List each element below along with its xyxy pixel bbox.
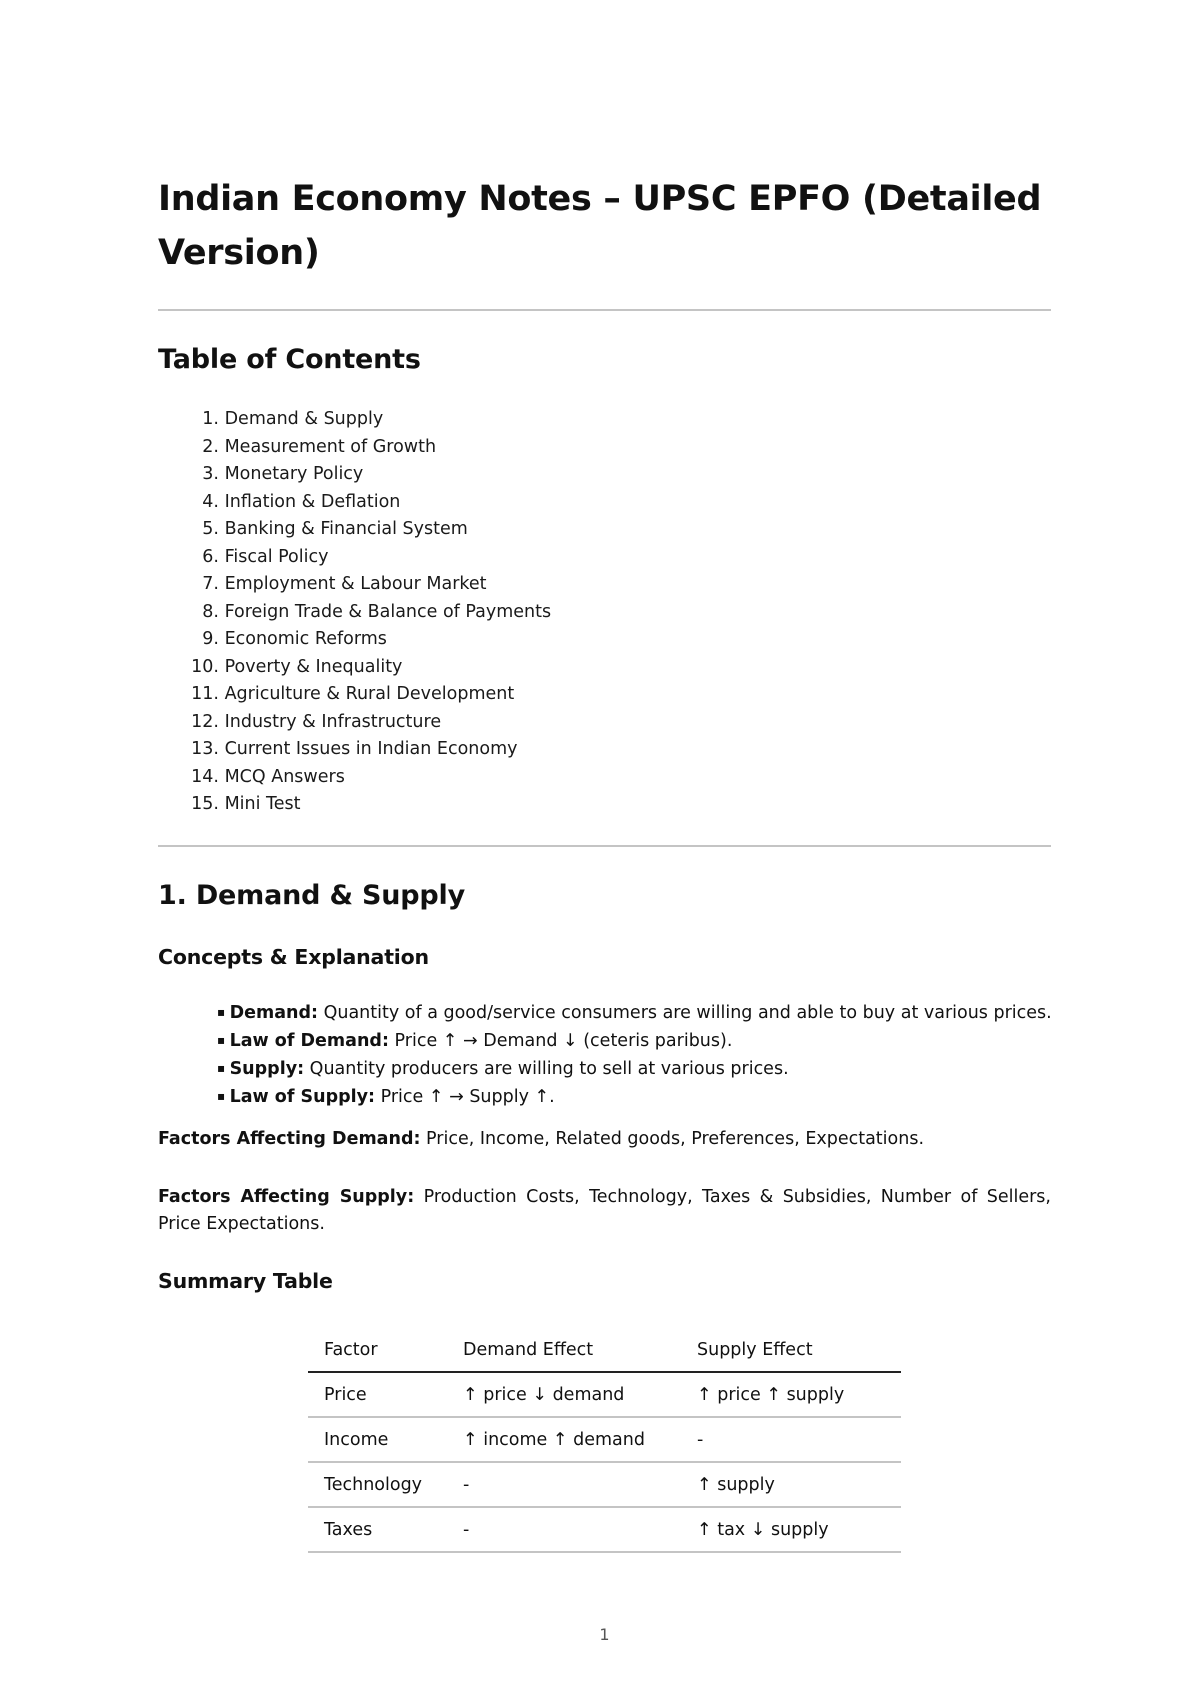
section-heading: 1. Demand & Supply <box>158 880 465 911</box>
term: Law of Demand: <box>229 1031 389 1051</box>
list-item <box>217 1054 1052 1082</box>
table-header-row <box>308 1329 901 1372</box>
divider <box>158 845 1051 847</box>
column-header: Factor <box>308 1329 447 1372</box>
toc-item-number: 13. <box>191 739 219 759</box>
toc-item-label: Demand & Supply <box>224 409 384 429</box>
toc-item[interactable] <box>158 736 551 764</box>
toc-item[interactable] <box>158 626 551 654</box>
toc-item-label: Foreign Trade & Balance of Payments <box>224 601 552 622</box>
toc-item[interactable] <box>158 791 551 819</box>
toc-item-label: Fiscal Policy <box>224 546 329 567</box>
toc-item-number: 2. <box>202 436 219 457</box>
paragraph-text: Production Costs, Technology, Taxes & Subsidies, Number of Sellers, Price Expectations. <box>158 1187 1051 1234</box>
toc-item-label: Industry & Infrastructure <box>224 711 442 732</box>
table-cell: - <box>447 1507 681 1552</box>
toc-item-label: Poverty & Inequality <box>224 656 403 677</box>
table-cell: - <box>681 1417 901 1462</box>
toc-item[interactable] <box>158 516 551 544</box>
summary-table <box>308 1329 901 1553</box>
list-item <box>217 1026 1052 1054</box>
toc-item-number: 11. <box>191 684 219 704</box>
concepts-list <box>217 998 1052 1110</box>
toc-item-label: Current Issues in Indian Economy <box>224 739 518 759</box>
toc-item[interactable] <box>158 461 551 489</box>
definition: Price ↑ → Demand ↓ (ceteris paribus). <box>388 1031 733 1051</box>
toc-item[interactable] <box>158 681 551 709</box>
toc-item-label: Inflation & Deflation <box>224 491 401 512</box>
term: Demand: <box>229 1003 319 1023</box>
table-cell: - <box>447 1462 681 1507</box>
toc-item-label: Banking & Financial System <box>224 519 468 539</box>
definition: Price ↑ → Supply ↑. <box>375 1087 555 1107</box>
table-row <box>308 1507 901 1552</box>
toc-item[interactable] <box>158 599 551 627</box>
toc-item-number: 3. <box>202 464 219 484</box>
table-cell: Price <box>308 1372 447 1417</box>
toc-item-label: MCQ Answers <box>224 766 345 787</box>
toc-item-label: Economic Reforms <box>224 629 387 649</box>
toc-item-number: 15. <box>191 794 219 814</box>
page-number: 1 <box>599 1625 610 1644</box>
table-cell: Taxes <box>308 1507 447 1552</box>
bullet-icon: ▪ <box>217 1061 226 1075</box>
bullet-icon: ▪ <box>217 1033 226 1047</box>
table-row <box>308 1372 901 1417</box>
toc-item-number: 1. <box>202 409 219 429</box>
toc-heading: Table of Contents <box>158 344 421 375</box>
toc-item-number: 12. <box>191 711 219 732</box>
table-row <box>308 1417 901 1462</box>
toc-item[interactable] <box>158 489 551 517</box>
toc-item[interactable] <box>158 406 551 434</box>
table-cell: ↑ price ↑ supply <box>681 1372 901 1417</box>
subsection-heading: Concepts & Explanation <box>158 945 429 969</box>
toc-item-number: 14. <box>191 766 219 787</box>
divider <box>158 309 1051 311</box>
toc-item[interactable] <box>158 571 551 599</box>
subsection-heading: Summary Table <box>158 1269 333 1293</box>
table-cell: Income <box>308 1417 447 1462</box>
factors-supply-paragraph <box>158 1184 1051 1238</box>
toc-item[interactable] <box>158 709 551 737</box>
column-header: Supply Effect <box>681 1329 901 1372</box>
definition: Quantity producers are willing to sell at various prices. <box>304 1059 789 1079</box>
list-item <box>217 1082 1052 1110</box>
list-item <box>217 998 1052 1026</box>
factors-demand-paragraph <box>158 1126 1051 1153</box>
toc-item-number: 7. <box>202 574 219 594</box>
definition: Quantity of a good/service consumers are willing and able to buy at various prices. <box>318 1003 1052 1023</box>
bullet-icon: ▪ <box>217 1089 226 1103</box>
paragraph-text: Price, Income, Related goods, Preferences, Expectations. <box>420 1129 925 1149</box>
toc-item[interactable] <box>158 544 551 572</box>
table-cell: ↑ price ↓ demand <box>447 1372 681 1417</box>
toc-item-label: Agriculture & Rural Development <box>224 684 515 704</box>
toc-item-number: 9. <box>202 629 219 649</box>
column-header: Demand Effect <box>447 1329 681 1372</box>
document-title: Indian Economy Notes – UPSC EPFO (Detailed Version) <box>158 179 1042 273</box>
term: Supply: <box>229 1059 305 1079</box>
toc-item-label: Monetary Policy <box>224 464 364 484</box>
bullet-icon: ▪ <box>217 1005 226 1019</box>
toc-item-number: 8. <box>202 601 219 622</box>
table-of-contents <box>158 406 551 819</box>
paragraph-term: Factors Affecting Supply: <box>158 1187 415 1207</box>
toc-item-number: 5. <box>202 519 219 539</box>
toc-item[interactable] <box>158 654 551 682</box>
toc-item[interactable] <box>158 434 551 462</box>
toc-item-number: 10. <box>191 656 219 677</box>
term: Law of Supply: <box>229 1087 376 1107</box>
table-cell: ↑ tax ↓ supply <box>681 1507 901 1552</box>
toc-item-number: 4. <box>202 491 219 512</box>
toc-item-number: 6. <box>202 546 219 567</box>
table-cell: ↑ supply <box>681 1462 901 1507</box>
table-cell: Technology <box>308 1462 447 1507</box>
toc-item-label: Employment & Labour Market <box>224 574 487 594</box>
paragraph-term: Factors Affecting Demand: <box>158 1129 421 1149</box>
toc-item-label: Measurement of Growth <box>224 436 437 457</box>
toc-item-label: Mini Test <box>224 794 301 814</box>
toc-item[interactable] <box>158 764 551 792</box>
table-row <box>308 1462 901 1507</box>
table-cell: ↑ income ↑ demand <box>447 1417 681 1462</box>
